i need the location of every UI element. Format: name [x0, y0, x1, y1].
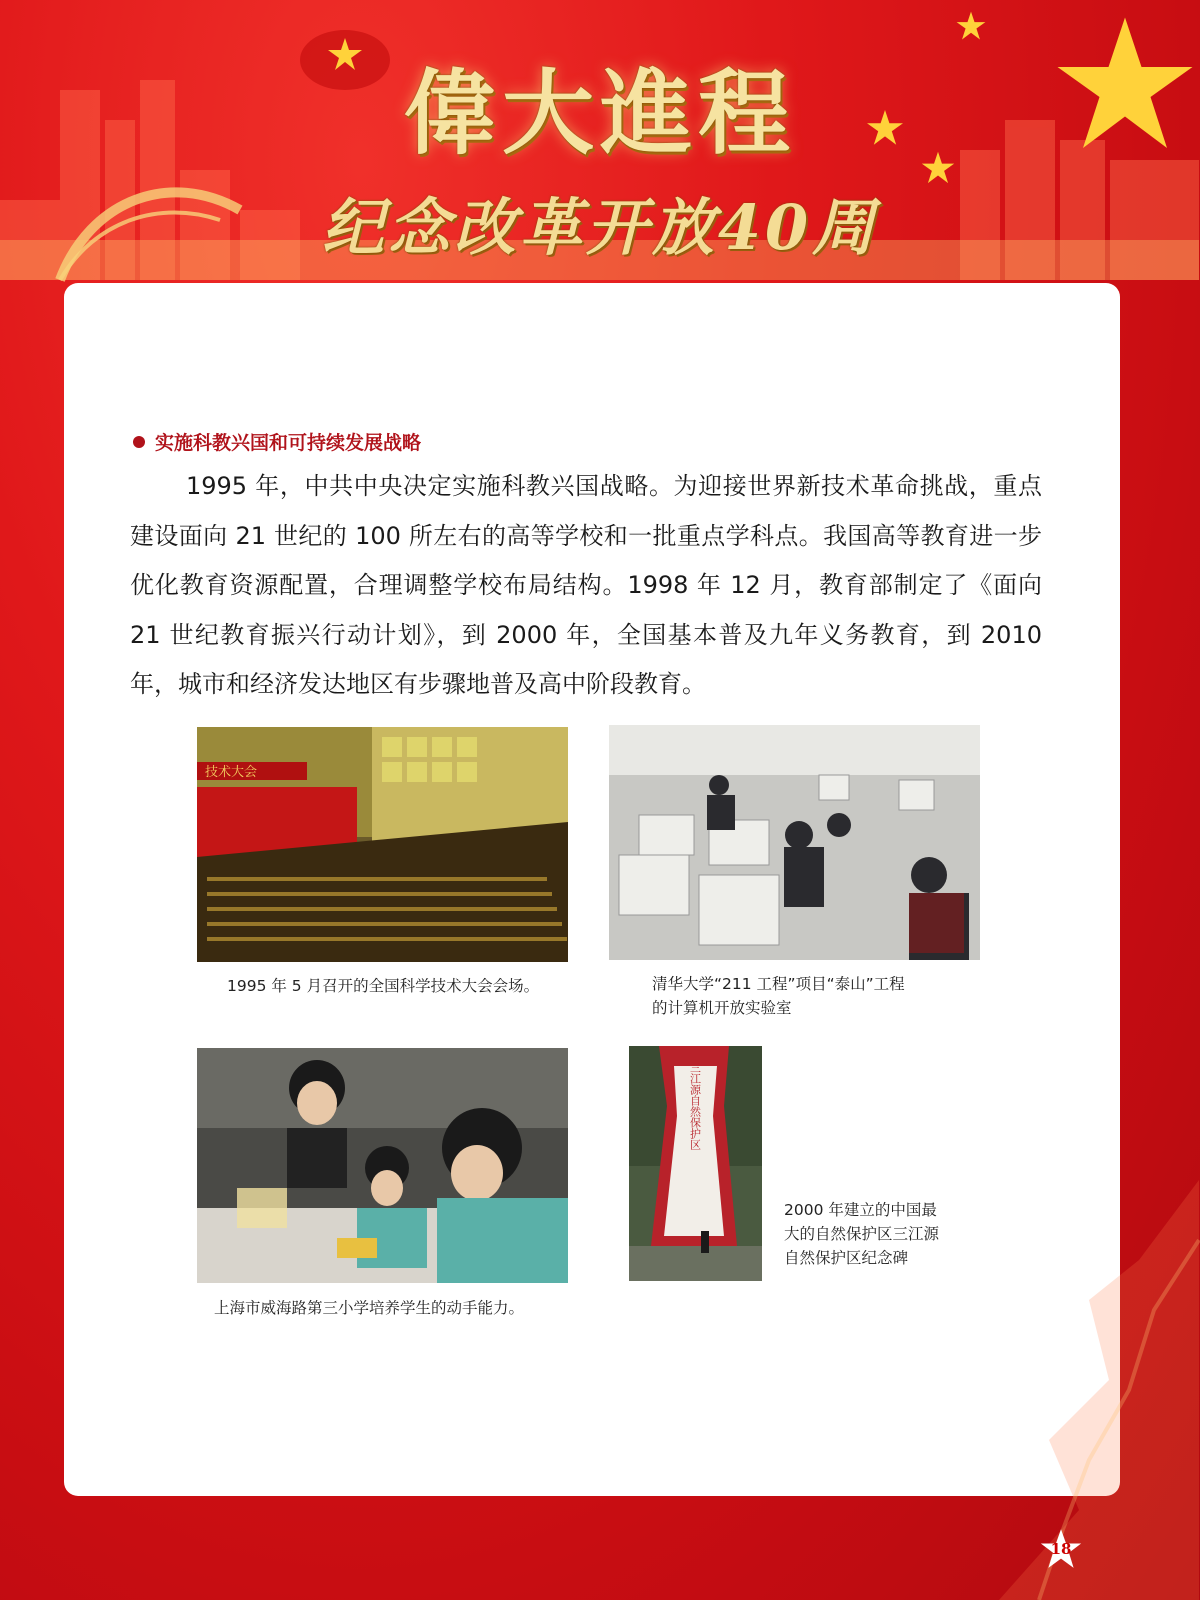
page-number: 18	[1050, 1540, 1072, 1558]
section-heading-text: 实施科教兴国和可持续发展战略	[155, 432, 422, 454]
section-heading	[133, 428, 421, 455]
school-caption: 上海市威海路第三小学培养学生的动手能力。	[214, 1299, 525, 1317]
bullet-icon	[133, 436, 145, 448]
monument-caption-line1: 2000 年建立的中国最	[784, 1201, 937, 1219]
lab-caption-line1: 清华大学“211 工程”项目“泰山”工程	[652, 975, 905, 993]
body-paragraph: 1995 年，中共中央决定实施科教兴国战略。为迎接世界新技术革命挑战，重点建设面向 21 世纪的 100 所左右的高等学校和一批重点学科点。我国高等教育进一步优化教育资源配置，合理调整学校布局结构。1998 年 12 月，教育部制定了《面向 21 世纪教育振兴行动计划》，到 2000 年，全国基本普及九年义务教育，到 2010 年，城市和经济发达地区有步骤地普及高中阶段教育。	[130, 472, 1042, 698]
flag-star-icon	[1050, 10, 1200, 160]
monument-caption-line3: 自然保护区纪念碑	[784, 1249, 909, 1267]
lab-caption	[652, 972, 905, 1020]
monument-caption-line2: 大的自然保护区三江源	[784, 1225, 940, 1243]
small-star-icon	[865, 108, 905, 148]
school-students-photo	[197, 1048, 568, 1283]
page-number-badge	[1040, 1528, 1082, 1570]
small-star-icon	[955, 10, 987, 42]
banner-title: 偉大進程	[403, 59, 796, 167]
monument-photo	[629, 1046, 762, 1281]
page-banner	[0, 0, 1199, 300]
computer-lab-photo	[609, 725, 980, 960]
lab-caption-line2: 的计算机开放实验室	[652, 999, 792, 1017]
conference-caption: 1995 年 5 月召开的全国科学技术大会会场。	[227, 977, 540, 995]
conference-banner-text: 技术大会	[205, 765, 258, 780]
monument-caption	[784, 1198, 939, 1270]
banner-subtitle: 纪念改革开放40周	[321, 191, 879, 264]
monument-inscription: 三江源自然保护区	[688, 1062, 702, 1150]
small-star-icon	[920, 150, 956, 186]
conference-hall-photo	[197, 727, 568, 962]
